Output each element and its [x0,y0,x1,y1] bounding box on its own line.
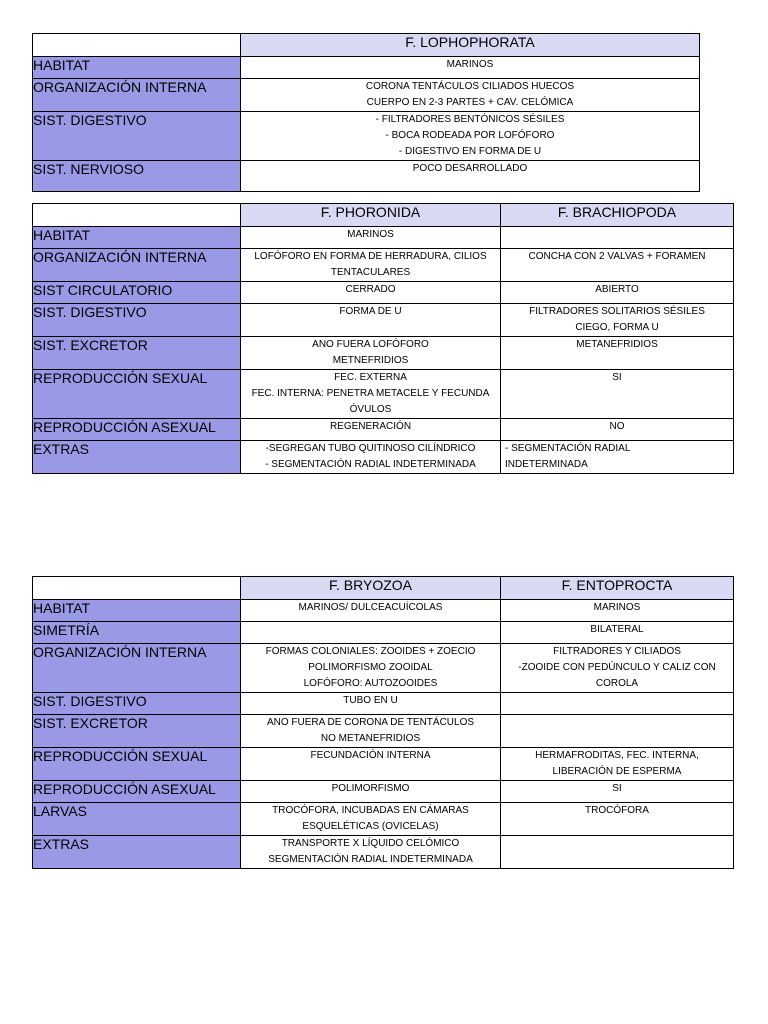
cell-line: TUBO EN U [343,695,398,706]
cell-line: LOFÓFORO: AUTOZOOIDES [303,678,438,689]
table-cell [501,370,734,419]
table-header-row [33,204,734,227]
cell-line: - BOCA RODEADA POR LOFÓFORO [385,130,555,141]
cell-line: COROLA [595,678,639,689]
cell-line: CORONA TENTÁCULOS CILIADOS HUECOS [365,81,575,92]
table-cell [501,282,734,304]
corner-cell [33,577,241,600]
table-cell [241,715,501,748]
cell-line: REGENERACIÓN [329,421,412,432]
cell-line: LOFÓFORO EN FORMA DE HERRADURA, CILIOS [254,251,487,262]
table-cell [501,622,734,644]
table-cell [241,337,501,370]
table-row [33,600,734,622]
cell-line: ÓVULOS [349,404,392,415]
row-label: SIST. DIGESTIVO [33,304,241,337]
cell-line: ESQUELÉTICAS (OVICELAS) [302,821,439,832]
table-cell [241,622,501,644]
table-row [33,249,734,282]
table-cell [241,644,501,693]
corner-cell [33,34,241,57]
table-row [33,227,734,249]
cell-line: -ZOOIDE CON PEDÚNCULO Y CALIZ CON [518,662,716,673]
table-row [33,282,734,304]
row-label: REPRODUCCIÓN SEXUAL [33,370,241,419]
table-cell [241,304,501,337]
cell-line: BILATERAL [590,624,644,635]
cell-line: FILTRADORES SOLITARIOS SÉSILES [529,306,705,317]
table-cell [501,337,734,370]
table-cell [241,836,501,869]
table-cell [241,161,700,192]
cell-line: INDETERMINADA [505,459,588,470]
row-label: SIST. DIGESTIVO [33,693,241,715]
table-row [33,79,700,112]
cell-line: CERRADO [345,284,396,295]
cell-line: - SEGMENTACIÓN RADIAL [505,443,631,454]
cell-line: ANO FUERA DE CORONA DE TENTÁCULOS [266,717,475,728]
table-row [33,419,734,441]
table-row [33,644,734,693]
table-cell [501,600,734,622]
cell-line: -SEGREGAN TUBO QUITINOSO CILÍNDRICO [265,443,476,454]
table-header-row [33,34,700,57]
table-row [33,112,700,161]
table-cell [501,781,734,803]
row-label: REPRODUCCIÓN ASEXUAL [33,419,241,441]
cell-line: - SEGMENTACIÓN RADIAL INDETERMINADA [265,459,476,470]
row-label: HABITAT [33,600,241,622]
table-cell [501,249,734,282]
table-cell [241,370,501,419]
cell-line: FILTRADORES Y CILIADOS [553,646,681,657]
cell-line: CONCHA CON 2 VALVAS + FORAMEN [528,251,706,262]
table-cell [241,441,501,474]
table-row [33,57,700,79]
cell-line: FEC. EXTERNA [334,372,407,383]
cell-line: ANO FUERA LOFÓFORO [312,339,429,350]
row-label: ORGANIZACIÓN INTERNA [33,249,241,282]
cell-line: FORMAS COLONIALES: ZOOIDES + ZOECIO [265,646,476,657]
cell-line: - DIGESTIVO EN FORMA DE U [398,146,542,157]
row-label: HABITAT [33,227,241,249]
table-cell [501,419,734,441]
table-cell [501,644,734,693]
table-cell [241,781,501,803]
table-row [33,781,734,803]
table-row [33,622,734,644]
cell-line: - FILTRADORES BENTÓNICOS SÉSILES [375,114,565,125]
cell-line: ABIERTO [595,284,639,295]
table-cell [241,227,501,249]
table-row [33,748,734,781]
cell-line: MARINOS [446,59,494,70]
cell-line: MARINOS [347,229,394,240]
cell-line: METNEFRIDIOS [332,355,409,366]
row-label: REPRODUCCIÓN SEXUAL [33,748,241,781]
table-cell [501,304,734,337]
cell-line: HERMAFRODITAS, FEC. INTERNA, [535,750,699,761]
table-cell [241,419,501,441]
cell-line: FECUNDACIÓN INTERNA [310,750,431,761]
row-label: EXTRAS [33,441,241,474]
table-row [33,693,734,715]
table-row [33,803,734,836]
row-label: REPRODUCCIÓN ASEXUAL [33,781,241,803]
table-row [33,715,734,748]
row-label: SIMETRÍA [33,622,241,644]
table-cell [241,803,501,836]
table-cell [241,748,501,781]
cell-line: TROCÓFORA, INCUBADAS EN CÁMARAS [272,805,469,816]
cell-line: CUERPO EN 2-3 PARTES + CAV. CELÓMICA [366,97,574,108]
cell-line: SI [612,783,622,794]
cell-line: POCO DESARROLLADO [412,163,528,174]
table-cell [241,282,501,304]
cell-line: MARINOS/ DULCEACUÍCOLAS [298,602,443,613]
cell-line: MARINOS [593,602,641,613]
row-label: SIST. NERVIOSO [33,161,241,192]
table-cell [501,693,734,715]
cell-line: SEGMENTACIÓN RADIAL INDETERMINADA [268,854,473,865]
column-header: F. ENTOPROCTA [501,577,734,600]
table-row [33,337,734,370]
row-label: SIST. EXCRETOR [33,715,241,748]
row-label: EXTRAS [33,836,241,869]
table-cell [501,803,734,836]
row-label: SIST. DIGESTIVO [33,112,241,161]
row-label: ORGANIZACIÓN INTERNA [33,644,241,693]
cell-line: POLIMORFISMO [331,783,410,794]
table-bryozoa-entoprocta [32,576,734,869]
row-label: ORGANIZACIÓN INTERNA [33,79,241,112]
table-cell [241,79,700,112]
table-row [33,161,700,192]
cell-line: FORMA DE U [339,306,402,317]
row-label: LARVAS [33,803,241,836]
cell-line: POLIMORFISMO ZOOIDAL [308,662,433,673]
row-label: SIST CIRCULATORIO [33,282,241,304]
table-cell [241,600,501,622]
table-header-row [33,577,734,600]
cell-line: TENTACULARES [330,267,411,278]
table-cell [501,441,734,474]
cell-line: TRANSPORTE X LÍQUIDO CELÓMICO [281,838,460,849]
cell-line: SI [612,372,622,383]
table-cell [501,748,734,781]
cell-line: LIBERACIÓN DE ESPERMA [552,766,682,777]
cell-line: NO METANEFRIDIOS [320,733,421,744]
table-row [33,836,734,869]
column-header: F. PHORONIDA [241,204,501,227]
column-header: F. BRYOZOA [241,577,501,600]
table-lophophorata [32,33,700,192]
cell-line: NO [609,421,625,432]
corner-cell [33,204,241,227]
table-cell [241,693,501,715]
cell-line: FEC. INTERNA: PENETRA METACELE Y FECUNDA [251,388,490,399]
table-row [33,304,734,337]
table-row [33,441,734,474]
cell-line: TROCÓFORA [585,805,649,816]
table-cell [241,249,501,282]
table-row [33,370,734,419]
column-header: F. BRACHIOPODA [501,204,734,227]
column-header: F. LOPHOPHORATA [241,34,700,57]
row-label: SIST. EXCRETOR [33,337,241,370]
row-label: HABITAT [33,57,241,79]
table-cell [241,57,700,79]
table-cell [501,836,734,869]
table-cell [501,227,734,249]
table-cell [501,715,734,748]
cell-line: METANEFRIDIOS [576,339,658,350]
table-phoronida-brachiopoda [32,203,734,474]
table-cell [241,112,700,161]
cell-line: CIEGO, FORMA U [575,322,659,333]
